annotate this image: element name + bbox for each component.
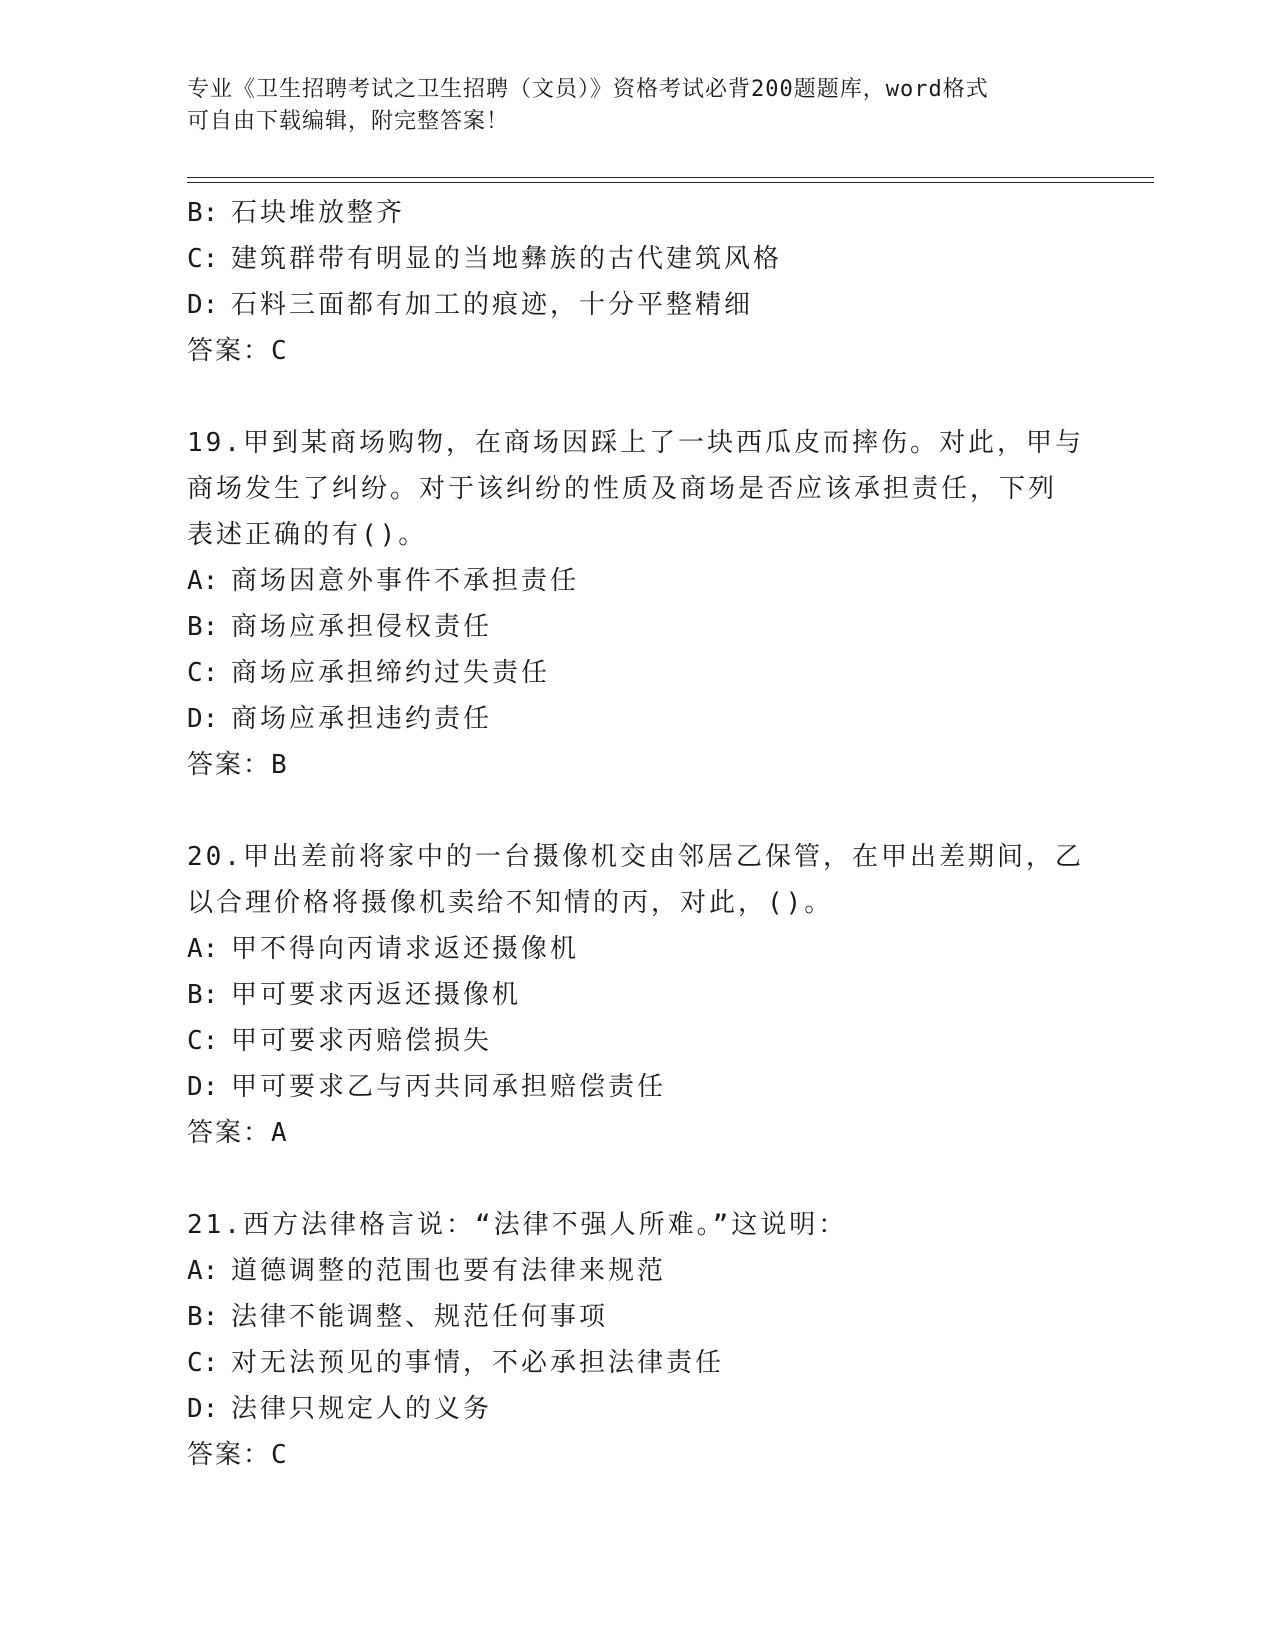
option-key: B: [187,612,219,642]
answer-value: B [271,750,287,780]
option-a [187,558,1087,604]
option-text: 法律不能调整、规范任何事项 [231,1302,609,1332]
answer-label: 答案： [187,1118,272,1148]
option-c [187,1018,1087,1064]
option-text: 对无法预见的事情，不必承担法律责任 [231,1348,725,1378]
spacer [187,1156,1087,1202]
option-text: 商场应承担缔约过失责任 [231,658,551,688]
option-text: 甲可要求丙返还摄像机 [231,980,522,1010]
option-d [187,696,1087,742]
option-text: 道德调整的范围也要有法律来规范 [231,1256,667,1286]
option-key: C: [187,1348,219,1378]
option-b [187,972,1087,1018]
question-content [187,190,1087,1478]
question-21 [187,1202,1087,1478]
option-b [187,604,1087,650]
question-stem-line: 表述正确的有()。 [187,520,428,550]
answer-line [187,328,1087,374]
option-text: 法律只规定人的义务 [231,1394,493,1424]
option-text: 甲可要求乙与丙共同承担赔偿责任 [231,1072,667,1102]
option-key: D: [187,1072,219,1102]
answer-line [187,1432,1087,1478]
option-key: B: [187,198,219,228]
option-key: A: [187,1256,219,1286]
option-b [187,1294,1087,1340]
option-c [187,236,1087,282]
option-key: C: [187,1026,219,1056]
option-text: 甲不得向丙请求返还摄像机 [231,934,580,964]
spacer [187,374,1087,420]
question-stem-line: 19.甲到某商场购物，在商场因踩上了一块西瓜皮而摔伤。对此，甲与 [187,428,1084,458]
document-header [187,74,1067,138]
option-key: B: [187,1302,219,1332]
option-d [187,1386,1087,1432]
option-a [187,926,1087,972]
spacer [187,788,1087,834]
option-c [187,1340,1087,1386]
answer-value: A [271,1118,287,1148]
header-divider-top [187,177,1154,178]
option-key: D: [187,704,219,734]
question-20 [187,834,1087,1156]
header-line-2: 可自由下载编辑，附完整答案！ [187,109,510,134]
option-c [187,650,1087,696]
question-19 [187,420,1087,788]
option-a [187,1248,1087,1294]
answer-line [187,1110,1087,1156]
question-stem-line: 以合理价格将摄像机卖给不知情的丙，对此，()。 [187,888,834,918]
answer-value: C [271,336,287,366]
option-text: 石料三面都有加工的痕迹，十分平整精细 [231,290,754,320]
question-stem-line: 商场发生了纠纷。对于该纠纷的性质及商场是否应该承担责任，下列 [187,474,1058,504]
option-text: 甲可要求丙赔偿损失 [231,1026,493,1056]
option-key: A: [187,934,219,964]
answer-line [187,742,1087,788]
answer-label: 答案： [187,336,272,366]
option-key: C: [187,244,219,274]
option-d [187,1064,1087,1110]
option-d [187,282,1087,328]
question-stem-line: 20.甲出差前将家中的一台摄像机交由邻居乙保管，在甲出差期间，乙 [187,842,1084,872]
answer-value: C [271,1440,287,1470]
question-stem-line: 21.西方法律格言说：“法律不强人所难。”这说明： [187,1210,848,1240]
option-key: D: [187,1394,219,1424]
option-text: 商场应承担侵权责任 [231,612,493,642]
option-key: C: [187,658,219,688]
header-divider-bottom [187,182,1154,183]
option-key: A: [187,566,219,596]
answer-label: 答案： [187,750,272,780]
answer-label: 答案： [187,1440,272,1470]
option-text: 建筑群带有明显的当地彝族的古代建筑风格 [231,244,783,274]
partial-question [187,190,1087,374]
option-key: D: [187,290,219,320]
option-b [187,190,1087,236]
header-line-1: 专业《卫生招聘考试之卫生招聘（文员）》资格考试必背200题题库，word格式 [187,77,989,102]
option-text: 石块堆放整齐 [231,198,406,228]
option-text: 商场因意外事件不承担责任 [231,566,580,596]
option-text: 商场应承担违约责任 [231,704,493,734]
option-key: B: [187,980,219,1010]
